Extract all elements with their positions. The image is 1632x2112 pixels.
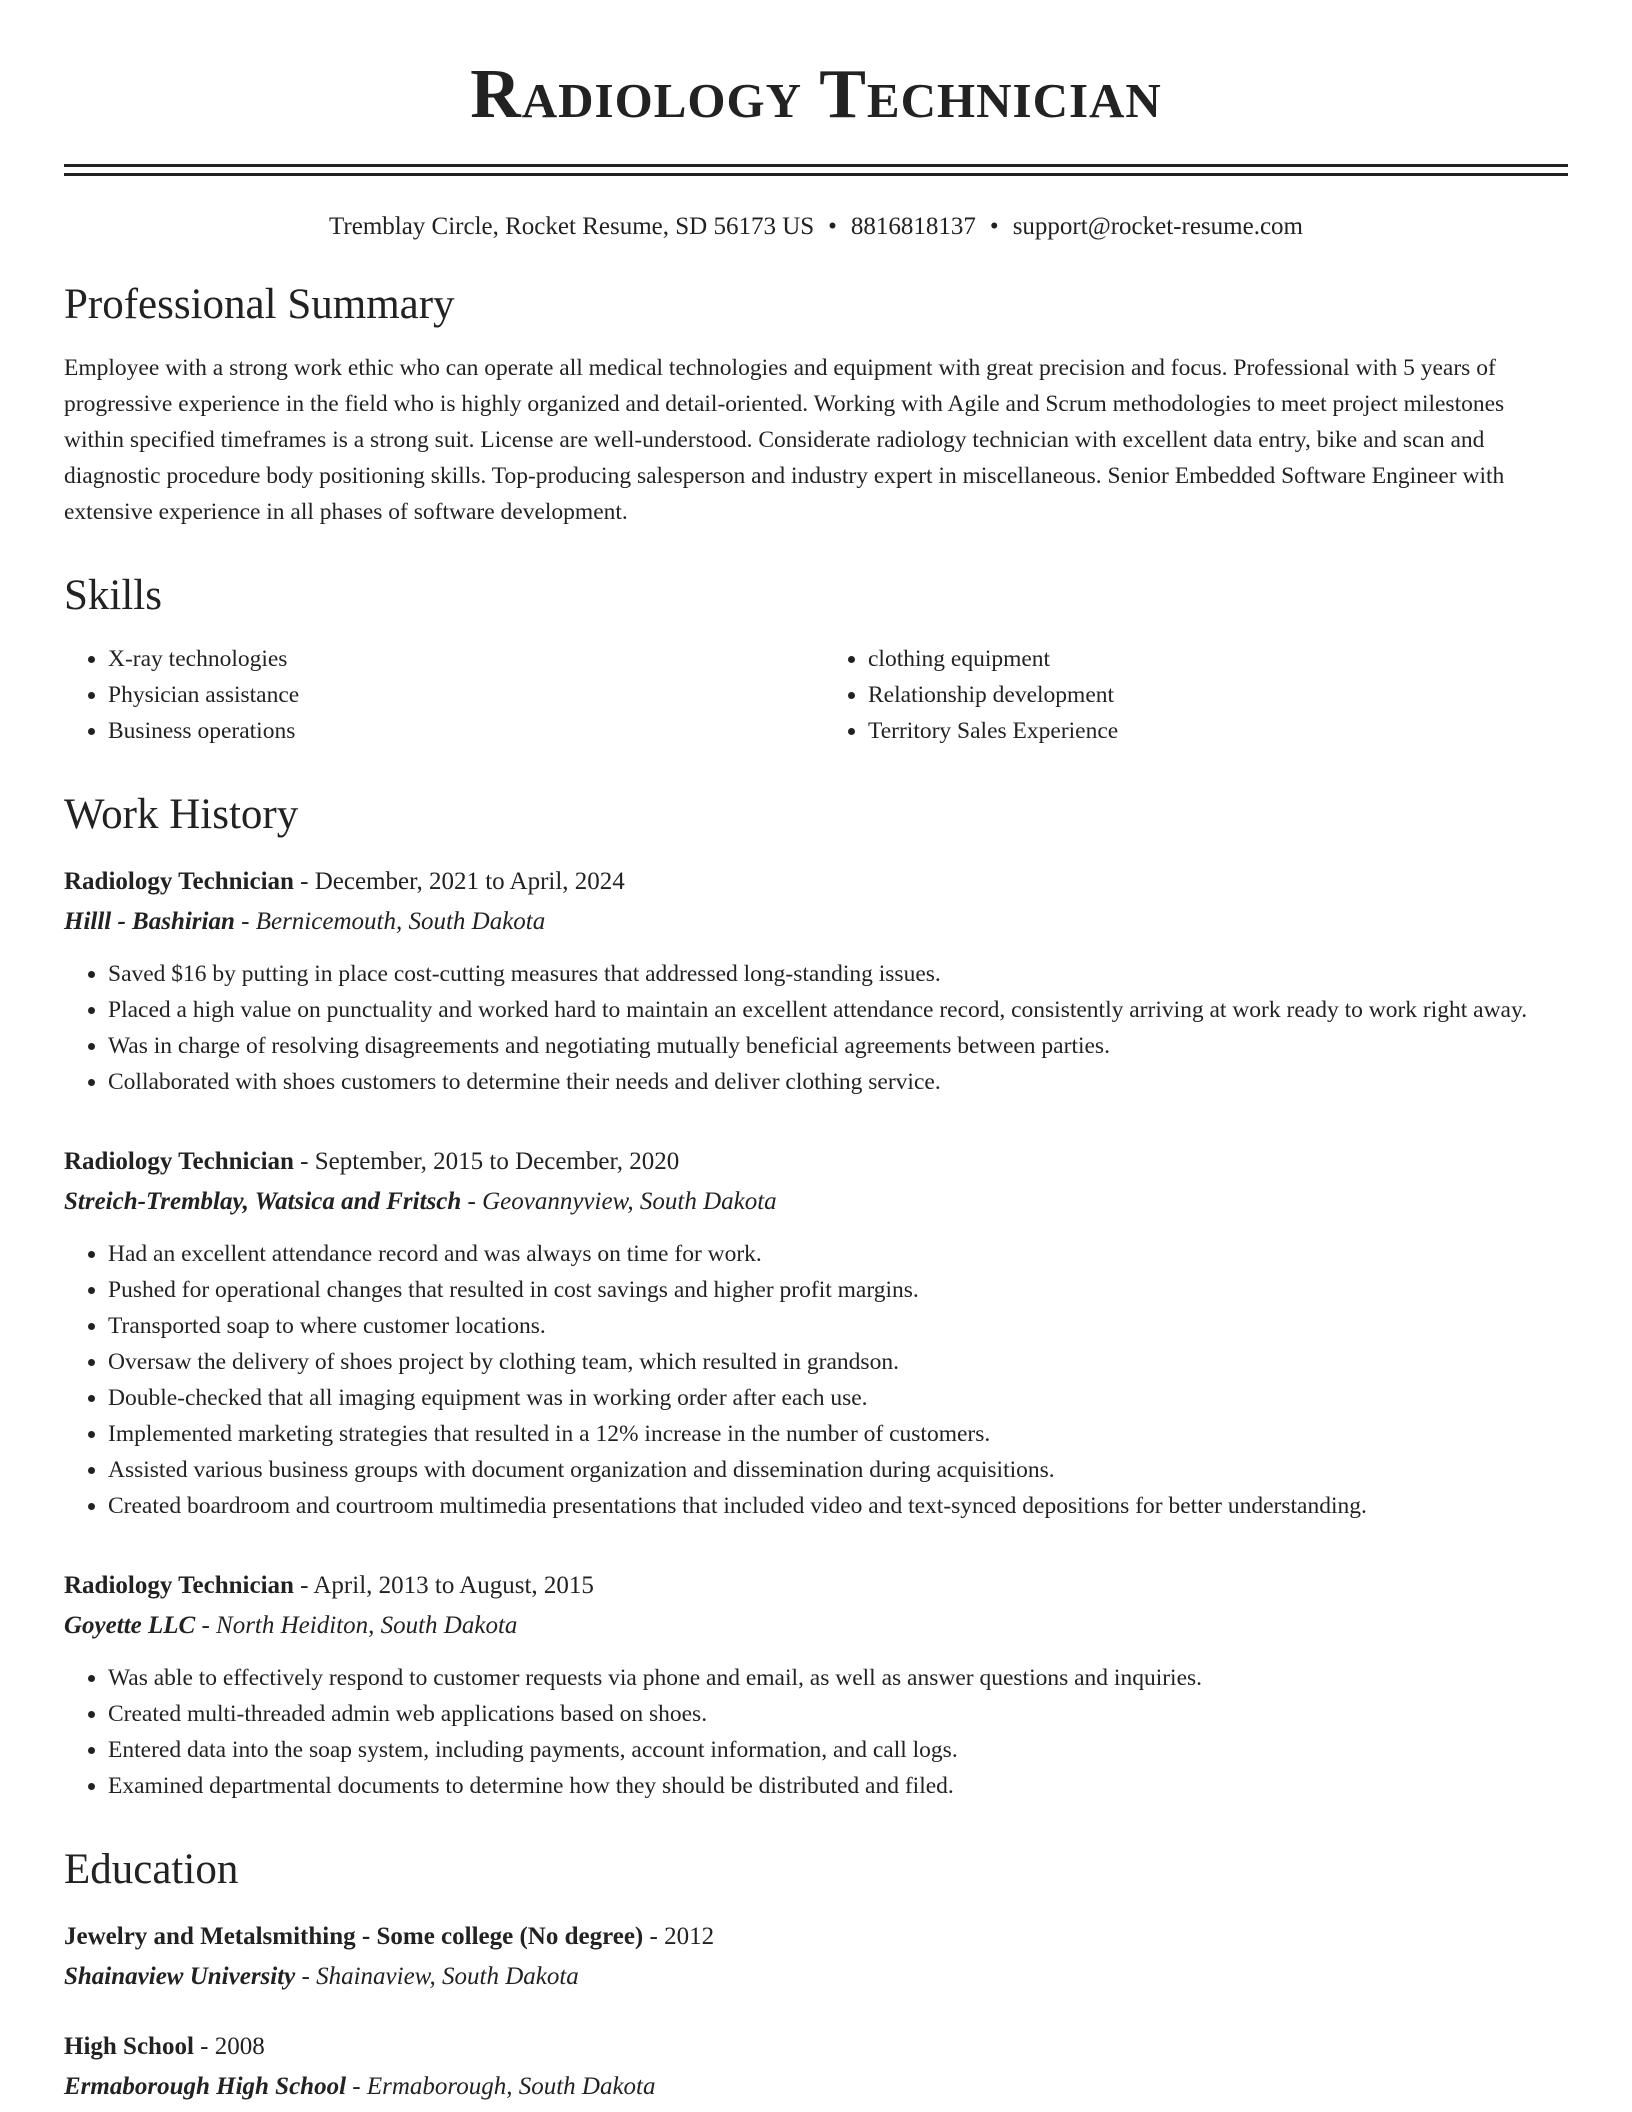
education-degree: High School — [64, 2033, 194, 2060]
skills-column-right — [808, 641, 1568, 749]
job-bullet: • Created boardroom and courtroom multimedia presentations that included video and text-synced depositions for better understanding. — [108, 1488, 1568, 1524]
contact-phone: 8816818137 — [850, 213, 976, 240]
job-bullet: • Examined departmental documents to determine how they should be distributed and filed. — [108, 1768, 1568, 1804]
skill-item: • Physician assistance — [108, 677, 808, 713]
education-school-line — [64, 2067, 1568, 2107]
job-bullet: • Had an excellent attendance record and was always on time for work. — [108, 1236, 1568, 1272]
job-bullet: • Was in charge of resolving disagreements and negotiating mutually beneficial agreements between parties. — [108, 1028, 1568, 1064]
job-location: - Geovannyview, South Dakota — [461, 1188, 777, 1215]
job-dates: - December, 2021 to April, 2024 — [293, 868, 625, 895]
job-bullet: • Was able to effectively respond to customer requests via phone and email, as well as answer questions and inquiries. — [108, 1660, 1568, 1696]
job-dates: - April, 2013 to August, 2015 — [293, 1572, 594, 1599]
job-bullets — [64, 956, 1568, 1100]
education-degree: Jewelry and Metalsmithing - Some college (No degree) — [64, 1923, 644, 1950]
job-company-line — [64, 902, 1568, 942]
skill-item: • Business operations — [108, 713, 808, 749]
job-bullet: • Oversaw the delivery of shoes project by clothing team, which resulted in grandson. — [108, 1344, 1568, 1380]
skill-item: • Territory Sales Experience — [868, 713, 1568, 749]
education-school-line — [64, 1957, 1568, 1997]
contact-separator: • — [989, 213, 999, 240]
education-degree-line — [64, 1917, 1568, 1957]
job-bullets — [64, 1236, 1568, 1524]
skill-item: • X-ray technologies — [108, 641, 808, 677]
job-bullets — [64, 1660, 1568, 1804]
job-bullet: • Placed a high value on punctuality and worked hard to maintain an excellent attendance record, consistently arriving at work ready to work right away. — [108, 992, 1568, 1028]
job-bullet: • Saved $16 by putting in place cost-cutting measures that addressed long-standing issues. — [108, 956, 1568, 992]
job-company-line — [64, 1182, 1568, 1222]
job-entry — [64, 1566, 1568, 1804]
job-title-line — [64, 1566, 1568, 1606]
education-school: Shainaview University — [64, 1963, 296, 1990]
contact-line — [64, 214, 1568, 239]
job-location: - Bernicemouth, South Dakota — [234, 908, 546, 935]
education-location: - Ermaborough, South Dakota — [346, 2073, 656, 2100]
resume-name: Radiology Technician — [470, 56, 1162, 133]
contact-email: support@rocket-resume.com — [1012, 213, 1303, 240]
job-dates: - September, 2015 to December, 2020 — [293, 1148, 680, 1175]
job-title: Radiology Technician — [64, 1572, 294, 1599]
job-bullet: • Entered data into the soap system, including payments, account information, and call logs. — [108, 1732, 1568, 1768]
job-entry — [64, 1142, 1568, 1524]
section-heading-education: Education — [64, 1846, 239, 1893]
skill-item: • Relationship development — [868, 677, 1568, 713]
job-location: - North Heiditon, South Dakota — [195, 1612, 518, 1639]
job-bullet: • Collaborated with shoes customers to determine their needs and deliver clothing service. — [108, 1064, 1568, 1100]
job-bullet: • Created multi-threaded admin web applications based on shoes. — [108, 1696, 1568, 1732]
section-heading-summary: Professional Summary — [64, 281, 455, 328]
education-location: - Shainaview, South Dakota — [295, 1963, 579, 1990]
header-divider-bottom — [64, 173, 1568, 176]
contact-separator: • — [828, 213, 837, 240]
job-bullet: • Transported soap to where customer locations. — [108, 1308, 1568, 1344]
skill-item: • clothing equipment — [868, 641, 1568, 677]
job-title: Radiology Technician — [64, 1148, 294, 1175]
job-title-line — [64, 1142, 1568, 1182]
job-company-line — [64, 1606, 1568, 1646]
education-entry — [64, 1917, 1568, 1997]
job-bullet: • Pushed for operational changes that resulted in cost savings and higher profit margins. — [108, 1272, 1568, 1308]
section-heading-work: Work History — [64, 791, 299, 838]
job-company: Streich-Tremblay, Watsica and Fritsch — [64, 1188, 462, 1215]
education-year: - 2008 — [193, 2033, 265, 2060]
job-bullet: • Double-checked that all imaging equipment was in working order after each use. — [108, 1380, 1568, 1416]
job-entry — [64, 862, 1568, 1100]
job-company: Goyette LLC — [64, 1612, 196, 1639]
job-title: Radiology Technician — [64, 868, 294, 895]
education-entry — [64, 2027, 1568, 2107]
summary-text: Employee with a strong work ethic who can operate all medical technologies and equipment with great precision and focus. Professional with 5 years of progressive experience in the field who is highly organized and detail-oriented. Working with Agile and Scrum methodologies to meet project milestones within specified timeframes is a strong suit. License are well-understood. Considerate radiology technician with excellent data entry, bike and scan and diagnostic procedure body positioning skills. Top-producing salesperson and industry expert in miscellaneous. Senior Embedded Software Engineer with extensive experience in all phases of software development. — [64, 355, 1505, 525]
skills-column-left — [64, 641, 808, 749]
job-company: Hilll - Bashirian — [64, 908, 235, 935]
skills-list — [64, 641, 1568, 749]
header-divider-top — [64, 164, 1568, 167]
education-degree-line — [64, 2027, 1568, 2067]
education-year: - 2012 — [643, 1923, 715, 1950]
job-title-line — [64, 862, 1568, 902]
education-school: Ermaborough High School — [64, 2073, 347, 2100]
job-bullet: • Assisted various business groups with document organization and dissemination during acquisitions. — [108, 1452, 1568, 1488]
section-heading-skills: Skills — [64, 572, 162, 619]
contact-address: Tremblay Circle, Rocket Resume, SD 56173 US — [329, 213, 815, 240]
job-bullet: • Implemented marketing strategies that resulted in a 12% increase in the number of customers. — [108, 1416, 1568, 1452]
